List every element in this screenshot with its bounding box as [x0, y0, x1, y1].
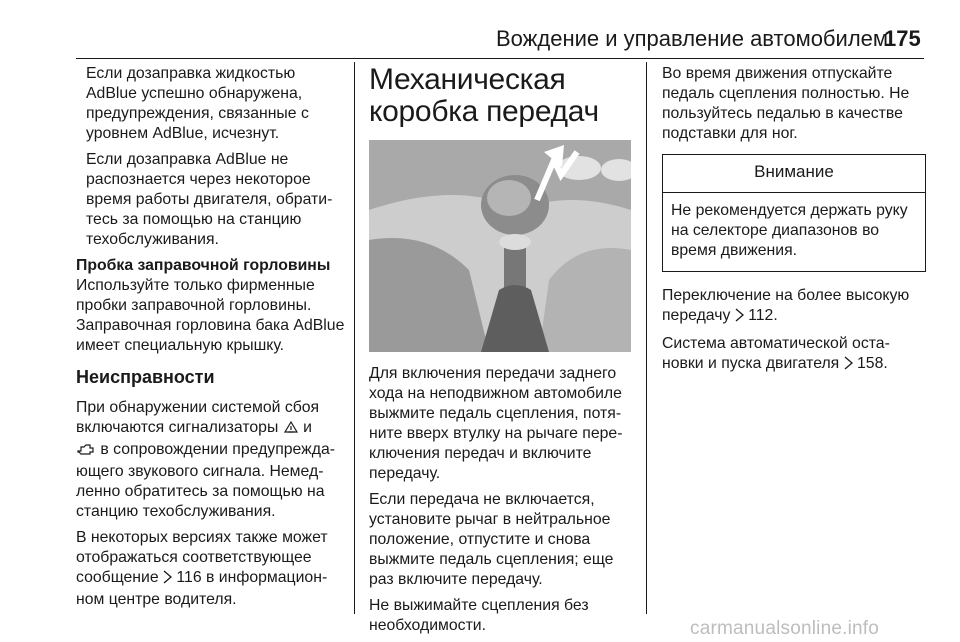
service-vehicle-lamp-icon	[283, 420, 299, 440]
column-divider-1	[354, 62, 355, 614]
paragraph-reverse-gear: Для включения передачи заднего хода на неподвижном автомобиле выжмите педаль сцепления, потяните вверх втулку на рычаге переключения передач и включите передачу.	[369, 365, 623, 482]
header-rule	[76, 58, 924, 59]
page-number: 175	[884, 26, 921, 51]
column-2	[369, 64, 637, 642]
stop-start-text: Система автоматической остановки и пуска двигателя	[662, 335, 890, 372]
paragraph-filler-cap: Используйте только фирменные пробки заправочной горловины. Заправочная горловина бака AdBlue имеет специальную крышку.	[76, 277, 345, 354]
fault-text-c: в сопровождении предупреждающего звукового сигнала. Немедленно обратитесь за помощью на станцию техобслуживания.	[76, 441, 335, 520]
paragraph-release-clutch: Во время движения отпускайте педаль сцепления полностью. Не пользуйтесь педалью в качестве подставки для ног.	[662, 65, 910, 142]
heading-faults: Неисправности	[76, 367, 215, 387]
section-title: Механическая коробка передач	[369, 63, 599, 128]
subheading-filler-cap: Пробка заправочной горловины	[76, 257, 331, 274]
column-1	[76, 64, 348, 616]
reference-arrow-icon	[163, 570, 172, 590]
header-title: Вождение и управление автомобилем	[496, 26, 889, 51]
paragraph-clutch-advice: Не выжимайте сцепления без необходимости.	[369, 597, 589, 634]
fault-text-b: и	[303, 419, 312, 436]
watermark: carmanualsonline.info	[690, 618, 880, 639]
paragraph-upshift	[662, 286, 926, 328]
check-engine-lamp-icon	[76, 442, 96, 462]
paragraph-adblue-not-detected: Если дозаправка AdBlue не распознается через некоторое время работы двигателя, обратитесь за помощью на станцию техобслуживания.	[86, 151, 333, 248]
paragraph-fault-lamps	[76, 398, 348, 522]
column-divider-2	[646, 62, 647, 614]
paragraph-gear-not-engaged: Если передача не включается, установите рычаг в нейтральное положение, отпустите и снова выжмите педаль сцепления; еще раз включите передачу.	[369, 491, 614, 588]
paragraph-stop-start	[662, 334, 926, 376]
message-text-b: в информационном центре водителя.	[76, 569, 328, 608]
stop-start-ref[interactable]: 158.	[857, 355, 888, 372]
upshift-text: Переключение на более высокую передачу	[662, 287, 910, 324]
paragraph-adblue-detected: Если дозаправка жидкостью AdBlue успешно обнаружена, предупреждения, связанные с уровнем AdBlue, исчезнут.	[86, 65, 309, 142]
message-ref[interactable]: 116	[176, 569, 202, 586]
column-3	[662, 64, 926, 382]
warning-box	[662, 154, 926, 272]
reference-arrow-icon	[735, 308, 744, 328]
paragraph-message	[76, 528, 348, 610]
warning-text: Не рекомендуется держать руку на селекторе диапазонов во время движения.	[671, 202, 908, 259]
reference-arrow-icon	[844, 356, 853, 376]
gear-lever-photo	[369, 140, 631, 352]
upshift-ref[interactable]: 112.	[748, 307, 778, 324]
fault-text-a: При обнаружении системой сбоя включаются сигнализаторы	[76, 399, 320, 436]
message-text-a: В некоторых версиях также может отображаться соответствующее сообщение	[76, 529, 328, 586]
warning-title: Внимание	[663, 155, 925, 193]
